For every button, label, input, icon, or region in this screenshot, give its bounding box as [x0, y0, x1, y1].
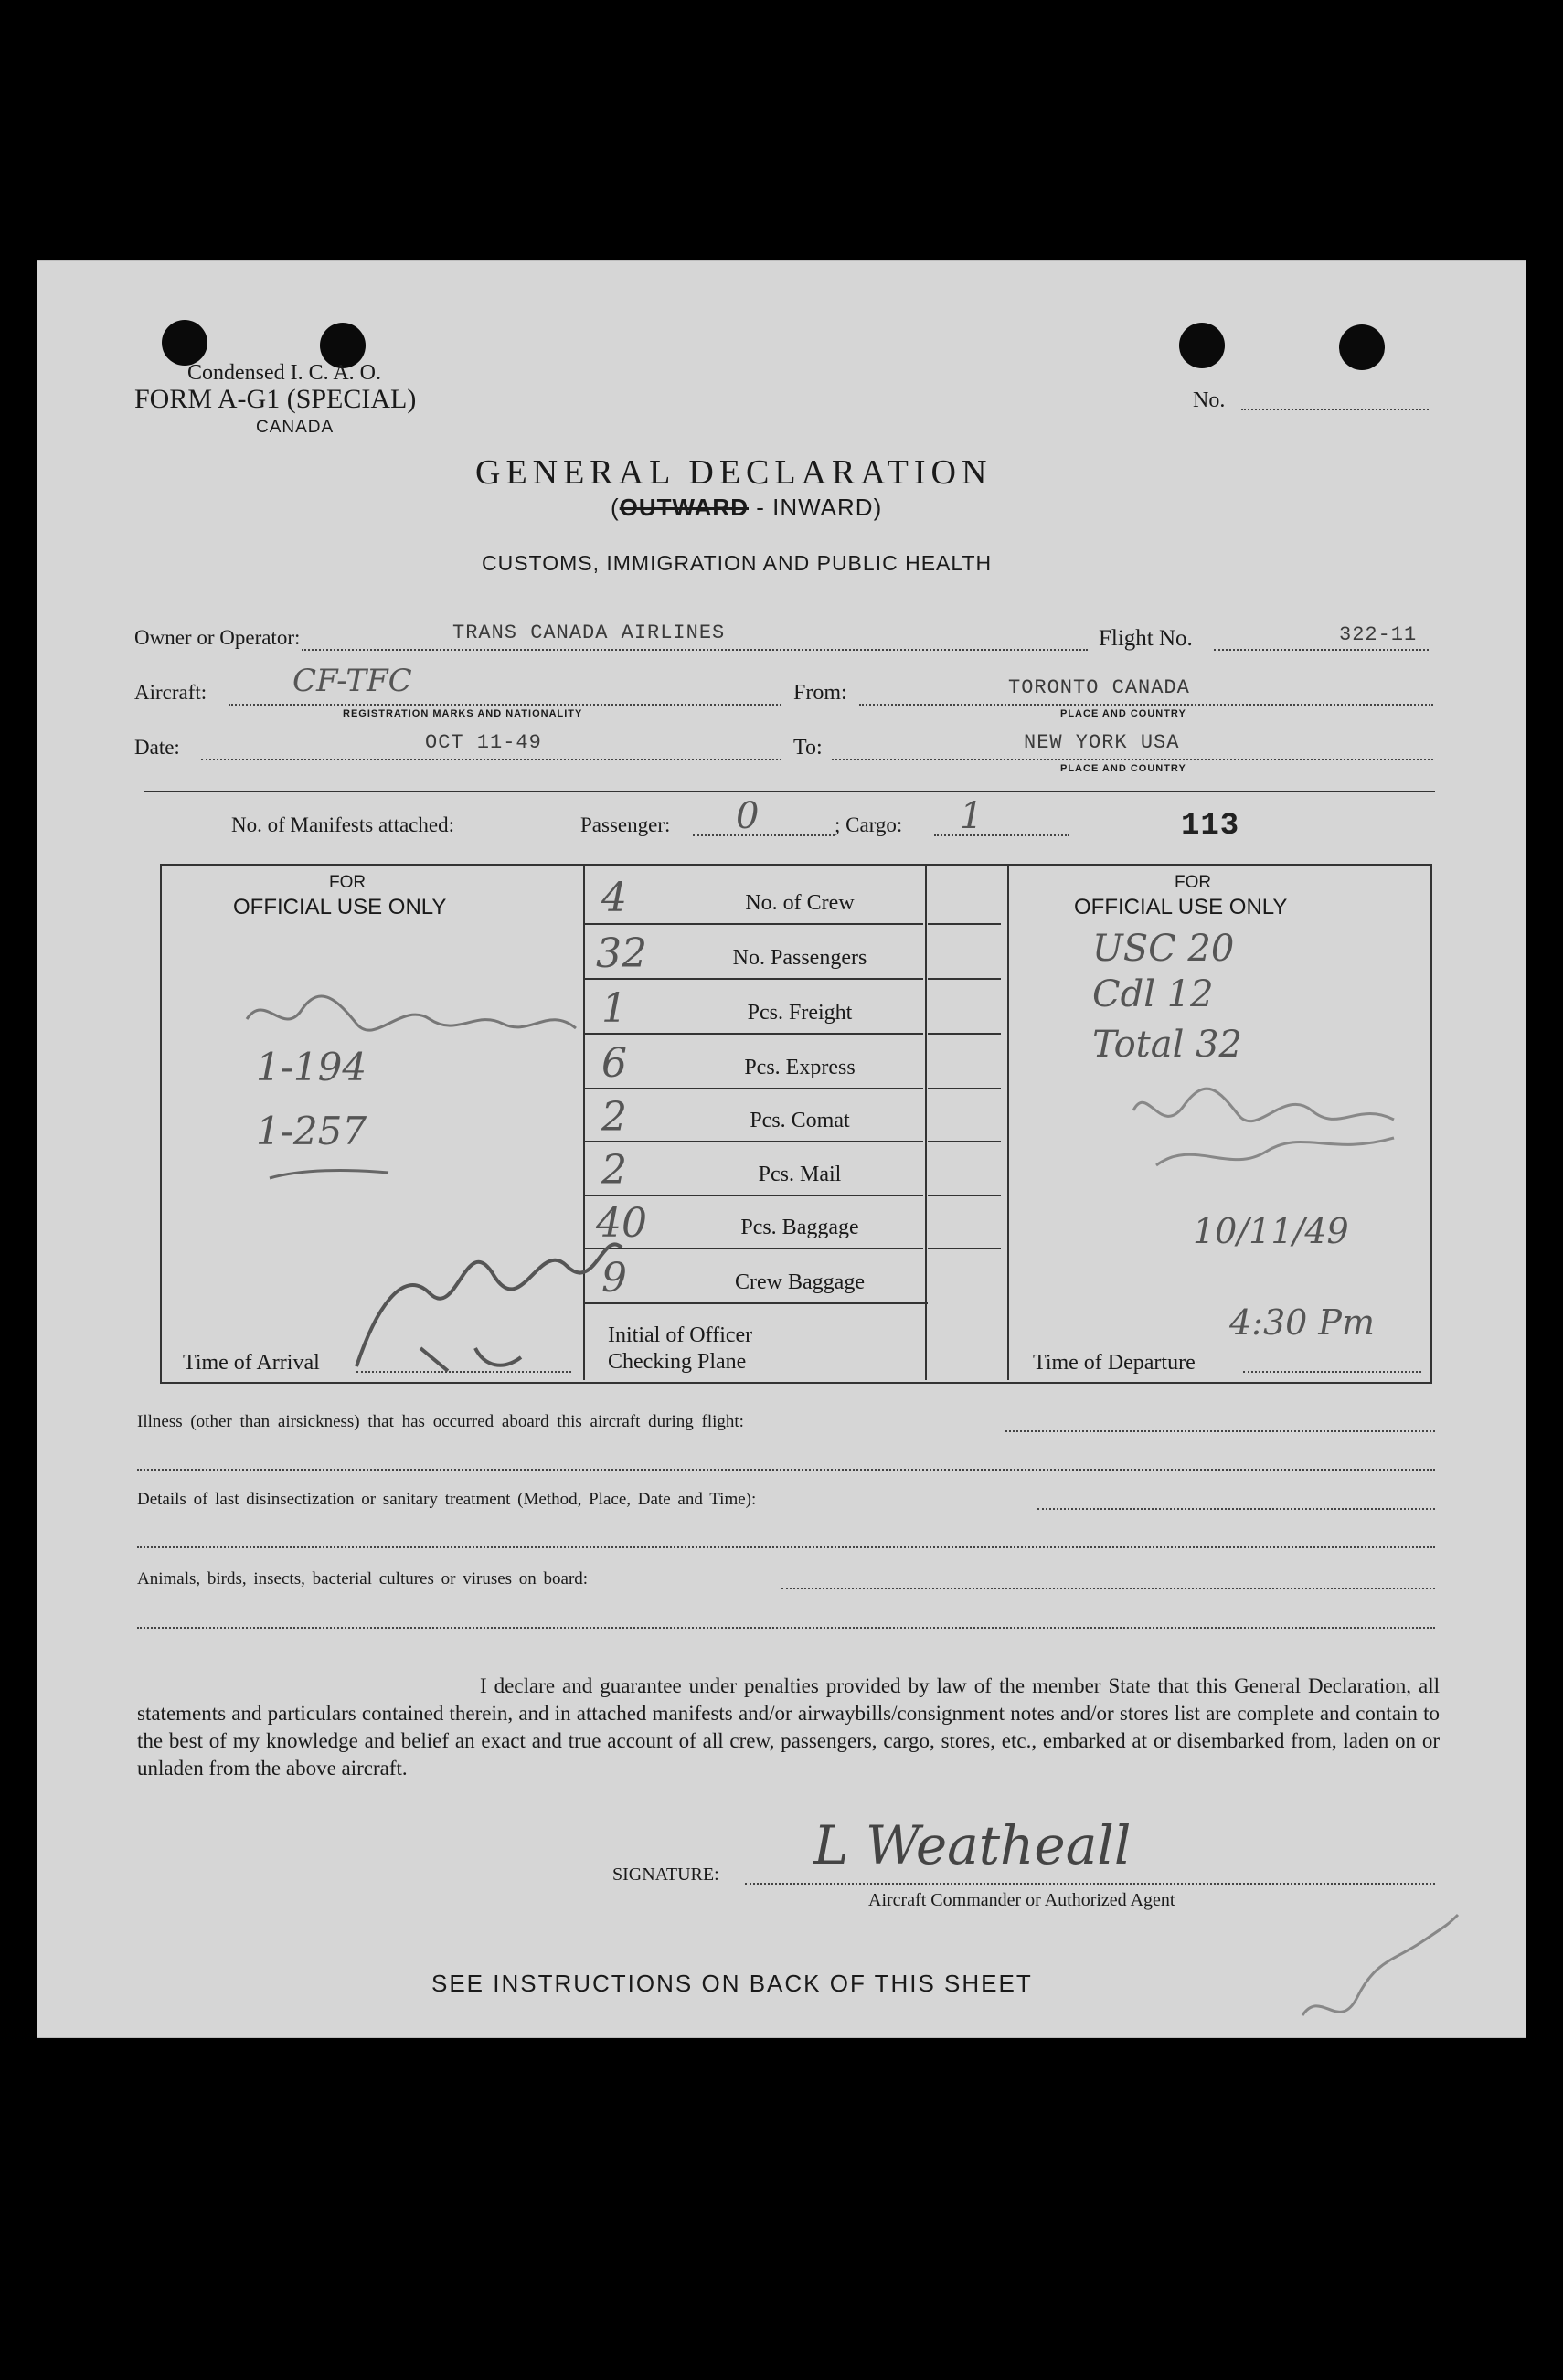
left-note-1: 1-194 [256, 1045, 367, 1089]
row-label-crew-baggage: Crew Baggage [735, 1270, 865, 1294]
date-field[interactable] [201, 759, 782, 760]
comat-value: 2 [601, 1094, 627, 1141]
animals-field-line-2[interactable] [137, 1627, 1435, 1629]
aircraft-field[interactable] [229, 704, 782, 706]
illness-field-line-2[interactable] [137, 1469, 1435, 1471]
from-caption: PLACE AND COUNTRY [1060, 708, 1186, 719]
row-line [928, 1195, 1001, 1196]
animals-label: Animals, birds, insects, bacterial cultures or viruses on board: [137, 1569, 589, 1588]
cargo-manifest-field[interactable] [934, 834, 1069, 836]
time-of-departure-label: Time of Departure [1033, 1351, 1196, 1375]
owner-label: Owner or Operator: [134, 626, 301, 649]
time-of-arrival-label: Time of Arrival [183, 1351, 320, 1375]
signature-field[interactable] [745, 1883, 1435, 1885]
signature-caption: Aircraft Commander or Authorized Agent [868, 1890, 1175, 1910]
right-header-title: OFFICIAL USE ONLY [1074, 895, 1288, 919]
footer-instructions: SEE INSTRUCTIONS ON BACK OF THIS SHEET [431, 1970, 1033, 1997]
illness-field[interactable] [1005, 1430, 1435, 1432]
row-line [928, 1088, 1001, 1089]
no-field[interactable] [1241, 409, 1429, 410]
initial-officer-label-1: Initial of Officer [608, 1323, 753, 1347]
row-line [676, 923, 923, 925]
direction-line: (OUTWARD - INWARD) [611, 494, 883, 521]
cargo-manifest-value: 1 [960, 795, 984, 837]
from-field[interactable] [859, 704, 1433, 706]
row-line [928, 1033, 1001, 1035]
right-note-2: Cdl 12 [1092, 973, 1214, 1015]
form-number: FORM A-G1 (SPECIAL) [134, 384, 417, 414]
outward-struck: OUTWARD [619, 494, 749, 521]
date-label: Date: [134, 736, 180, 759]
date-value: OCT 11-49 [425, 731, 542, 754]
row-line [928, 978, 1001, 980]
aircraft-value: CF-TFC [292, 663, 412, 699]
to-label: To: [793, 736, 823, 760]
disinsection-label: Details of last disinsectization or sanitary treatment (Method, Place, Date and Time): [137, 1490, 757, 1509]
disinsection-field[interactable] [1037, 1508, 1435, 1510]
arrival-initials-signature [338, 1211, 631, 1385]
flight-value: 322-11 [1339, 623, 1418, 646]
flight-label: Flight No. [1099, 626, 1193, 651]
time-of-arrival-field[interactable] [356, 1371, 571, 1373]
page-subtitle: CUSTOMS, IMMIGRATION AND PUBLIC HEALTH [482, 551, 993, 575]
to-field[interactable] [832, 759, 1433, 760]
left-header-title: OFFICIAL USE ONLY [233, 895, 447, 919]
row-line [676, 1141, 923, 1142]
signature-label: SIGNATURE: [612, 1865, 719, 1885]
row-label-mail: Pcs. Mail [758, 1163, 842, 1186]
row-label-baggage: Pcs. Baggage [740, 1216, 859, 1239]
row-label-freight: Pcs. Freight [747, 1001, 853, 1025]
baggage-value: 40 [596, 1200, 647, 1247]
crew-value: 4 [601, 875, 627, 921]
signature-value: L Weatheall [813, 1814, 1132, 1876]
row-line [676, 1195, 923, 1196]
illness-label: Illness (other than airsickness) that has occurred aboard this aircraft during flight: [137, 1412, 744, 1431]
header-country: CANADA [256, 418, 335, 437]
row-line [676, 1248, 923, 1249]
right-note-3: Total 32 [1092, 1024, 1242, 1066]
margin-scribble [1284, 1906, 1467, 2043]
row-line [928, 923, 1001, 925]
from-value: TORONTO CANADA [1008, 676, 1190, 699]
passengers-value: 32 [596, 930, 647, 977]
disinsection-field-line-2[interactable] [137, 1546, 1435, 1548]
right-note-1: USC 20 [1092, 928, 1235, 970]
from-label: From: [793, 681, 847, 705]
left-header-for: FOR [329, 873, 367, 892]
right-header-for: FOR [1175, 873, 1212, 892]
row-line [676, 978, 923, 980]
punch-hole-icon [1179, 323, 1225, 368]
departure-note: 4:30 Pm [1229, 1302, 1376, 1343]
table-divider [1007, 864, 1009, 1380]
crew-baggage-value: 9 [601, 1255, 627, 1302]
right-note-date: 10/11/49 [1193, 1211, 1349, 1251]
passenger-label: Passenger: [580, 813, 671, 836]
cargo-label: ; Cargo: [835, 813, 903, 836]
freight-value: 1 [601, 985, 627, 1032]
to-caption: PLACE AND COUNTRY [1060, 763, 1186, 774]
left-note-2: 1-257 [256, 1109, 367, 1153]
flight-field[interactable] [1214, 649, 1429, 651]
punch-hole-icon [162, 320, 207, 366]
declaration-form-sheet [37, 260, 1526, 2038]
owner-value: TRANS CANADA AIRLINES [452, 622, 726, 644]
mail-value: 2 [601, 1147, 627, 1194]
owner-field[interactable] [302, 649, 1088, 651]
time-of-departure-field[interactable] [1243, 1371, 1421, 1373]
row-label-passengers: No. Passengers [732, 946, 867, 970]
header-condensed: Condensed I. C. A. O. [187, 361, 381, 385]
aircraft-label: Aircraft: [134, 681, 207, 704]
stamp-number: 113 [1181, 809, 1240, 844]
punch-hole-icon [1339, 324, 1385, 370]
row-label-express: Pcs. Express [744, 1056, 856, 1079]
to-value: NEW YORK USA [1024, 731, 1180, 754]
page-title: GENERAL DECLARATION [475, 453, 993, 492]
no-label: No. [1193, 388, 1226, 412]
passenger-manifest-field[interactable] [693, 834, 835, 836]
animals-field[interactable] [782, 1588, 1435, 1589]
passenger-manifest-value: 0 [736, 795, 760, 837]
declaration-text: I declare and guarantee under penalties provided by law of the member State that this General Declaration, all statements and particulars contained therein, and in attached manifests and/or airwaybills/consignment notes and/or stores list are complete and contain to the best of my knowledge and belief an exact and true account of all crew, passengers, cargo, stores, etc., embarked at or disembarked from, laden on or unladen from the above aircraft. [137, 1674, 1440, 1780]
row-line [928, 1141, 1001, 1142]
aircraft-caption: REGISTRATION MARKS AND NATIONALITY [343, 708, 583, 719]
manifests-label: No. of Manifests attached: [231, 813, 454, 836]
divider [144, 791, 1435, 792]
express-value: 6 [601, 1040, 627, 1087]
row-label-crew: No. of Crew [745, 891, 855, 915]
row-line [676, 1033, 923, 1035]
initial-officer-label-2: Checking Plane [608, 1350, 747, 1374]
right-officer-signature [1120, 1074, 1430, 1202]
row-label-comat: Pcs. Comat [750, 1109, 850, 1132]
row-line [928, 1248, 1001, 1249]
row-line [676, 1088, 923, 1089]
underline-mark [265, 1165, 393, 1184]
row-line [585, 1302, 928, 1304]
